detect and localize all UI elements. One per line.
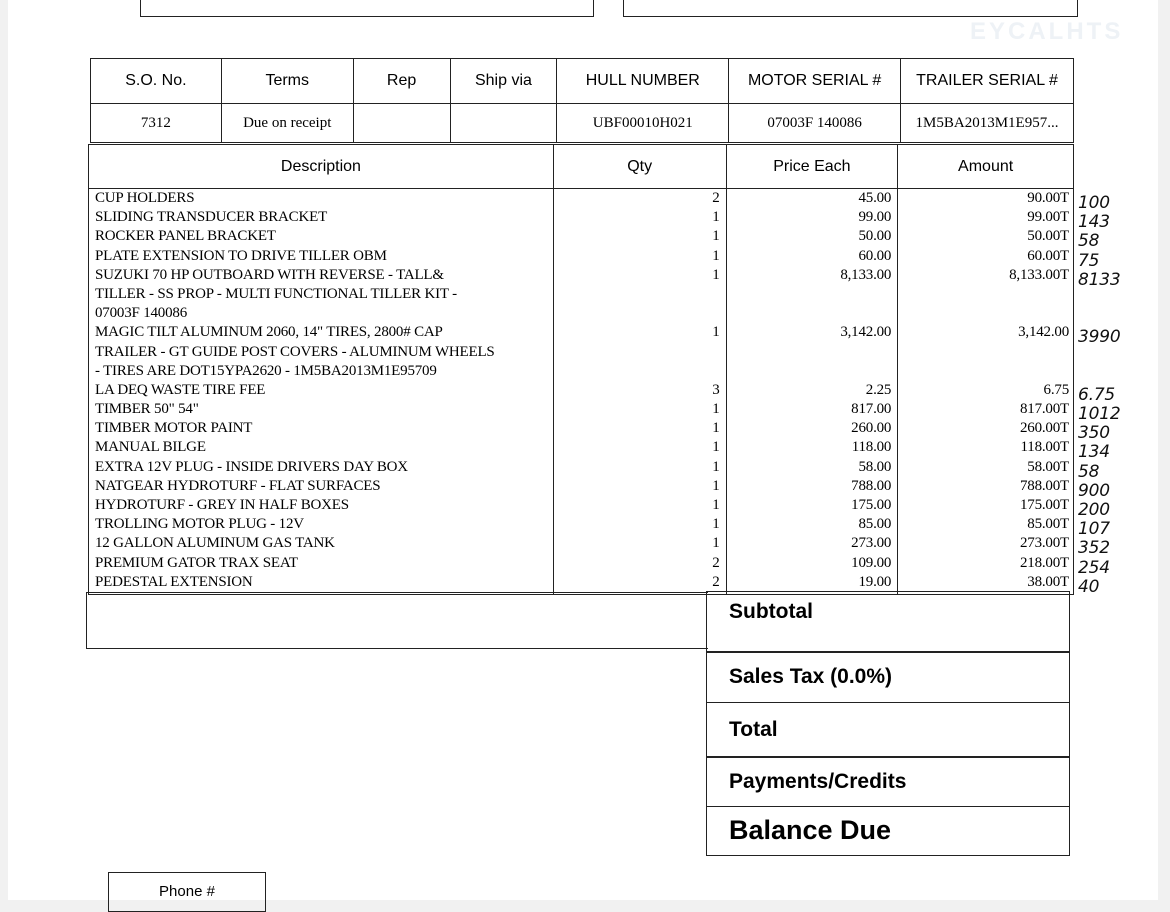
order-header-table	[90, 58, 1074, 143]
item-qty	[554, 304, 726, 323]
value-ship-via	[450, 104, 557, 143]
item-qty: 1	[712, 439, 720, 456]
header-rep: Rep	[353, 59, 450, 104]
item-price-each: 3,142.00	[840, 324, 892, 341]
handwritten-note: 58	[1078, 232, 1100, 252]
item-amount: 273.00T	[1019, 535, 1069, 552]
item-amount: 817.00T	[1019, 401, 1069, 418]
item-price-each: 2.25	[865, 381, 892, 398]
item-description-line: NATGEAR HYDROTURF - FLAT SURFACES	[95, 477, 381, 494]
item-qty: 1	[712, 497, 720, 513]
header-ship-via: Ship via	[450, 59, 557, 104]
column-qty: Qty	[553, 145, 726, 189]
handwritten-note: 3990	[1078, 328, 1121, 348]
handwritten-note: 254	[1078, 558, 1110, 578]
item-qty: 1	[712, 228, 720, 245]
item-amount	[898, 285, 1073, 304]
item-price-each	[727, 362, 898, 381]
handwritten-note: 40	[1078, 577, 1100, 597]
item-price-each: 118.00	[851, 439, 892, 456]
item-description-line: TIMBER 50" 54"	[95, 401, 199, 418]
item-qty: 1	[712, 477, 720, 494]
item-amount: 85.00T	[1027, 516, 1069, 533]
handwritten-note	[1074, 290, 1154, 309]
handwritten-note: 352	[1078, 539, 1110, 559]
item-price-each: 58.00	[858, 458, 892, 475]
item-price-each: 175.00	[851, 497, 892, 513]
item-amount: 3,142.00	[1018, 324, 1069, 341]
item-qty: 1	[712, 458, 720, 475]
item-qty: 2	[712, 190, 720, 206]
amount-cell	[898, 189, 1074, 595]
item-amount: 38.00T	[1027, 573, 1069, 590]
item-qty: 1	[712, 247, 720, 264]
item-price-each: 109.00	[851, 554, 892, 571]
item-price-each: 788.00	[851, 477, 892, 494]
value-rep	[353, 104, 450, 143]
item-description-line: EXTRA 12V PLUG - INSIDE DRIVERS DAY BOX	[95, 458, 408, 475]
item-description-line: TILLER - SS PROP - MULTI FUNCTIONAL TILLER KIT -	[95, 285, 457, 302]
item-description-line: ROCKER PANEL BRACKET	[95, 228, 276, 245]
item-price-each	[727, 285, 898, 304]
item-qty: 1	[712, 266, 720, 283]
item-amount	[898, 304, 1073, 323]
item-qty	[554, 343, 726, 362]
item-description-line: TIMBER MOTOR PAINT	[95, 420, 253, 437]
item-qty	[554, 362, 726, 381]
top-address-box-right	[623, 0, 1078, 17]
line-items-table	[88, 144, 1074, 595]
phone-label: Phone #	[108, 872, 266, 912]
item-description-line: MANUAL BILGE	[95, 439, 206, 456]
item-description-line: PLATE EXTENSION TO DRIVE TILLER OBM	[95, 247, 387, 264]
handwritten-note: 200	[1078, 501, 1110, 520]
item-price-each	[727, 304, 898, 323]
balance-due-label: Balance Due	[706, 806, 1070, 856]
subtotal-label: Subtotal	[706, 591, 1070, 653]
column-amount: Amount	[898, 145, 1074, 189]
item-description-line: TRAILER - GT GUIDE POST COVERS - ALUMINUM WHEELS	[95, 343, 495, 360]
item-qty: 1	[712, 516, 720, 533]
item-price-each: 85.00	[858, 516, 892, 533]
item-description-line: SUZUKI 70 HP OUTBOARD WITH REVERSE - TALL&	[95, 266, 444, 283]
item-amount: 90.00T	[1027, 190, 1069, 206]
sales-tax-label: Sales Tax (0.0%)	[706, 651, 1070, 703]
item-price-each: 19.00	[858, 573, 892, 590]
item-amount: 218.00T	[1019, 554, 1069, 571]
item-description-line: LA DEQ WASTE TIRE FEE	[95, 381, 266, 398]
qty-cell	[553, 189, 726, 595]
item-amount: 8,133.00T	[1009, 266, 1069, 283]
totals-section	[706, 592, 1070, 856]
item-amount: 99.00T	[1027, 209, 1069, 226]
handwritten-note: 6.75	[1078, 385, 1116, 405]
top-address-box-left	[140, 0, 594, 17]
item-price-each: 99.00	[858, 209, 892, 226]
item-price-each: 260.00	[851, 420, 892, 437]
item-qty: 1	[712, 420, 720, 437]
item-price-each: 45.00	[858, 190, 892, 206]
item-amount: 175.00T	[1019, 497, 1069, 513]
item-qty: 1	[712, 401, 720, 418]
handwritten-note: 1012	[1078, 405, 1121, 425]
item-description-line: PEDESTAL EXTENSION	[95, 573, 253, 590]
handwritten-note	[1074, 309, 1154, 328]
item-amount	[898, 362, 1073, 381]
item-description-line: 12 GALLON ALUMINUM GAS TANK	[95, 535, 335, 552]
item-description-line: MAGIC TILT ALUMINUM 2060, 14" TIRES, 2800# CAP	[95, 324, 443, 341]
handwritten-note: 107	[1078, 520, 1110, 540]
item-amount	[898, 343, 1073, 362]
item-qty: 1	[712, 535, 720, 552]
item-price-each: 273.00	[851, 535, 892, 552]
value-trailer-serial: 1M5BA2013M1E957...	[901, 104, 1074, 143]
handwritten-note: 58	[1078, 462, 1100, 482]
handwritten-note: 8133	[1078, 270, 1121, 290]
item-description-line: TROLLING MOTOR PLUG - 12V	[95, 516, 304, 533]
value-motor-serial: 07003F 140086	[729, 104, 901, 143]
handwritten-note: 900	[1078, 481, 1110, 501]
item-price-each: 817.00	[851, 401, 892, 418]
item-description-line: SLIDING TRANSDUCER BRACKET	[95, 209, 328, 226]
item-qty: 3	[712, 381, 720, 398]
handwritten-note: 350	[1078, 424, 1110, 444]
item-price-each: 60.00	[858, 247, 892, 264]
handwritten-note: 75	[1078, 251, 1100, 271]
description-cell	[89, 189, 554, 595]
item-description-line: - TIRES ARE DOT15YPA2620 - 1M5BA2013M1E95709	[95, 362, 437, 379]
handwritten-notes	[1074, 194, 1154, 597]
handwritten-note: 134	[1078, 443, 1110, 463]
item-amount: 118.00T	[1020, 439, 1069, 456]
value-so-no: 7312	[91, 104, 222, 143]
item-amount: 50.00T	[1027, 228, 1069, 245]
handwritten-note: 143	[1078, 213, 1110, 233]
memo-box	[86, 592, 708, 649]
header-hull-number: HULL NUMBER	[557, 59, 729, 104]
column-description: Description	[89, 145, 554, 189]
header-terms: Terms	[221, 59, 353, 104]
item-qty: 2	[712, 554, 720, 571]
item-amount: 788.00T	[1019, 477, 1069, 494]
price-cell	[726, 189, 898, 595]
item-amount: 6.75	[1043, 381, 1069, 398]
value-terms: Due on receipt	[221, 104, 353, 143]
watermark: EYCALHTS	[970, 18, 1124, 45]
header-motor-serial: MOTOR SERIAL #	[729, 59, 901, 104]
item-description-line: CUP HOLDERS	[95, 190, 195, 206]
item-qty: 1	[712, 209, 720, 226]
item-description-line: 07003F 140086	[95, 305, 187, 322]
column-price-each: Price Each	[726, 145, 898, 189]
handwritten-note	[1074, 367, 1154, 386]
item-qty: 1	[712, 324, 720, 341]
item-amount: 260.00T	[1019, 420, 1069, 437]
item-price-each	[727, 343, 898, 362]
item-amount: 60.00T	[1027, 247, 1069, 264]
item-qty	[554, 285, 726, 304]
payments-credits-label: Payments/Credits	[706, 756, 1070, 807]
handwritten-note	[1074, 348, 1154, 367]
total-label: Total	[706, 702, 1070, 758]
item-qty: 2	[712, 573, 720, 590]
item-price-each: 50.00	[858, 228, 892, 245]
item-description-line: HYDROTURF - GREY IN HALF BOXES	[95, 497, 349, 513]
value-hull-number: UBF00010H021	[557, 104, 729, 143]
header-so-no: S.O. No.	[91, 59, 222, 104]
item-amount: 58.00T	[1027, 458, 1069, 475]
header-trailer-serial: TRAILER SERIAL #	[901, 59, 1074, 104]
item-description-line: PREMIUM GATOR TRAX SEAT	[95, 554, 298, 571]
handwritten-note: 100	[1078, 194, 1110, 213]
item-price-each: 8,133.00	[840, 266, 892, 283]
